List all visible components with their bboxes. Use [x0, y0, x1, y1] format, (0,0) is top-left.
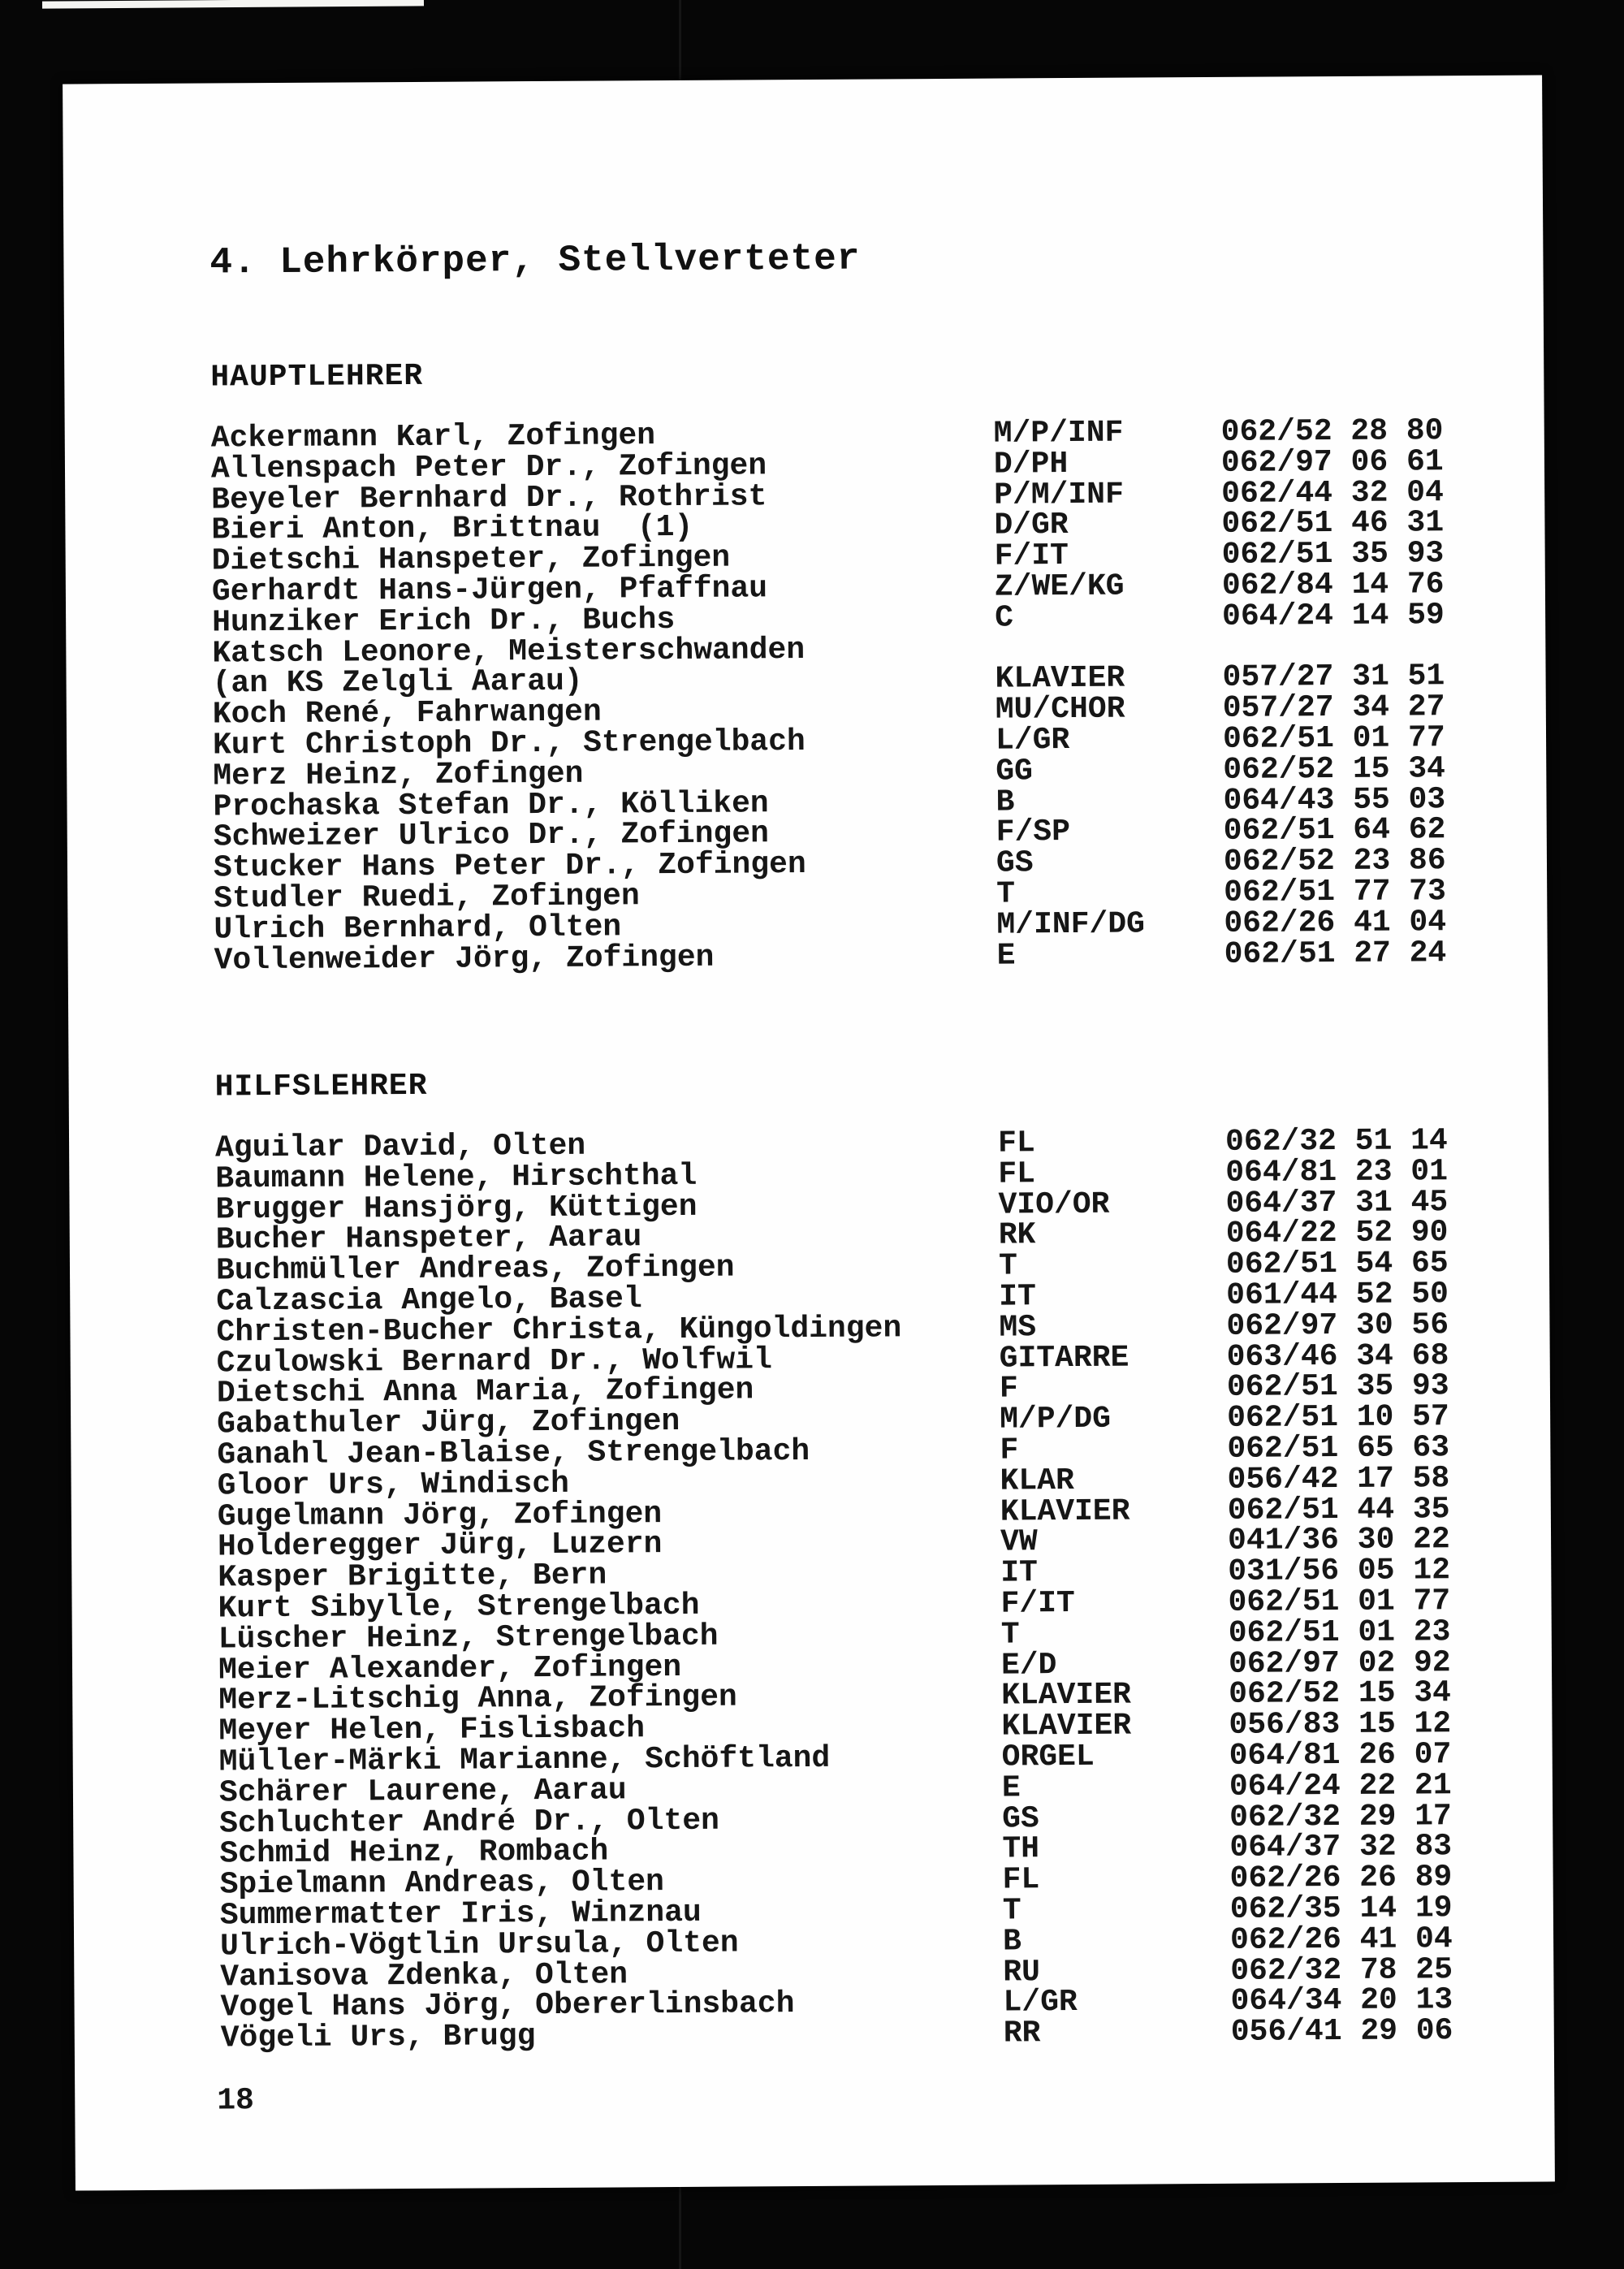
name-cell: Ulrich Bernhard, Olten: [214, 910, 622, 948]
subject-cell: E: [1001, 1770, 1021, 1806]
name-cell: Katsch Leonore, Meisterschwanden: [212, 632, 806, 672]
phone-cell: 061/44 52 50: [1226, 1277, 1449, 1313]
phone-cell: 062/26 41 04: [1224, 904, 1447, 941]
name-cell: Kurt Sibylle, Strengelbach: [218, 1588, 700, 1627]
subject-cell: GS: [996, 845, 1034, 881]
subject-cell: T: [996, 876, 1016, 912]
subject-cell: F/SP: [996, 815, 1071, 850]
phone-cell: 062/51 64 62: [1223, 812, 1446, 849]
phone-cell: 064/81 26 07: [1229, 1737, 1452, 1774]
name-cell: Vanisova Zdenka, Olten: [220, 1956, 628, 1995]
subject-cell: [995, 632, 1222, 664]
name-cell: Holderegger Jürg, Luzern: [217, 1527, 663, 1565]
subject-cell: KLAVIER: [1001, 1708, 1132, 1744]
subject-cell: T: [998, 1248, 1017, 1284]
subject-cell: KLAVIER: [995, 660, 1125, 697]
subject-cell: KLAVIER: [1001, 1677, 1132, 1714]
phone-cell: 062/51 65 63: [1227, 1430, 1450, 1467]
phone-cell: 062/51 35 93: [1226, 1368, 1449, 1406]
hilfslehrer-table: [214, 1123, 1505, 2056]
name-cell: Stucker Hans Peter Dr., Zofingen: [213, 847, 806, 886]
subject-cell: F/IT: [994, 538, 1069, 574]
name-cell: Buchmüller Andreas, Zofingen: [215, 1250, 735, 1289]
subject-cell: FL: [998, 1156, 1036, 1192]
name-cell: Lüscher Heinz, Strengelbach: [218, 1619, 719, 1657]
subject-cell: P/M/INF: [994, 477, 1124, 513]
subject-cell: IT: [999, 1279, 1036, 1315]
phone-cell: 064/43 55 03: [1223, 781, 1446, 819]
subject-cell: E: [996, 937, 1016, 974]
section-heading-hauptlehrer: HAUPTLEHRER: [210, 358, 424, 395]
subject-cell: E/D: [1000, 1647, 1057, 1683]
subject-cell: TH: [1002, 1831, 1040, 1867]
subject-cell: FL: [997, 1126, 1035, 1161]
phone-cell: 062/26 41 04: [1229, 1921, 1453, 1958]
page-title: 4. Lehrkörper, Stellverteter: [209, 237, 861, 284]
subject-cell: GG: [996, 754, 1034, 789]
phone-cell: 062/51 01 23: [1228, 1614, 1451, 1651]
subject-cell: ORGEL: [1001, 1739, 1095, 1775]
subject-cell: IT: [1000, 1555, 1039, 1591]
name-cell: Schärer Laurene, Aarau: [218, 1773, 627, 1811]
subject-cell: RK: [998, 1217, 1036, 1253]
phone-cell: 062/32 51 14: [1224, 1123, 1448, 1160]
phone-cell: 064/34 20 13: [1230, 1982, 1453, 2020]
subject-cell: GITARRE: [999, 1340, 1129, 1377]
subject-cell: D/PH: [993, 446, 1069, 482]
name-cell: Summermatter Iris, Winznau: [219, 1895, 702, 1934]
subject-cell: L/GR: [1003, 1985, 1078, 2020]
name-cell: Schluchter André Dr., Olten: [219, 1803, 720, 1841]
subject-cell: B: [996, 784, 1015, 820]
phone-cell: 064/37 31 45: [1225, 1184, 1449, 1221]
subject-cell: M/INF/DG: [996, 906, 1146, 943]
name-cell: Merz Heinz, Zofingen: [213, 756, 584, 794]
name-cell: Vogel Hans Jörg, Obererlinsbach: [220, 1986, 795, 2025]
phone-cell: 062/52 15 34: [1223, 750, 1446, 788]
phone-cell: 057/27 31 51: [1222, 659, 1445, 696]
name-cell: Schweizer Ulrico Dr., Zofingen: [213, 816, 770, 855]
subject-cell: F: [1000, 1433, 1019, 1468]
subject-cell: RR: [1003, 2016, 1041, 2051]
name-cell: Koch René, Fahrwangen: [212, 694, 602, 733]
name-cell: (an KS Zelgli Aarau): [212, 664, 583, 702]
phone-cell: 057/27 34 27: [1222, 689, 1445, 727]
phone-cell: 062/44 32 04: [1221, 474, 1444, 512]
phone-cell: 064/37 32 83: [1229, 1829, 1453, 1866]
name-cell: Dietschi Hanspeter, Zofingen: [211, 540, 731, 579]
subject-cell: MS: [999, 1310, 1037, 1346]
phone-cell: 062/51 27 24: [1224, 935, 1447, 972]
phone-cell: 041/36 30 22: [1227, 1522, 1450, 1559]
name-cell: Bieri Anton, Brittnau (1): [211, 510, 693, 548]
subject-cell: F/IT: [1000, 1585, 1075, 1622]
name-cell: Prochaska Stefan Dr., Kölliken: [213, 785, 769, 825]
name-cell: Dietschi Anna Maria, Zofingen: [216, 1372, 754, 1411]
subject-cell: RU: [1003, 1954, 1041, 1990]
phone-cell: 062/51 54 65: [1225, 1246, 1449, 1283]
subject-cell: M/P/INF: [993, 415, 1124, 452]
subject-cell: GS: [1002, 1800, 1039, 1837]
subject-cell: T: [1002, 1893, 1021, 1929]
phone-cell: 062/51 10 57: [1227, 1399, 1449, 1437]
name-cell: Vögeli Urs, Brugg: [220, 2019, 536, 2056]
phone-cell: 062/32 29 17: [1229, 1798, 1452, 1835]
name-cell: Schmid Heinz, Rombach: [219, 1834, 609, 1872]
name-cell: Gugelmann Jörg, Zofingen: [217, 1496, 663, 1535]
name-cell: Spielmann Andreas, Olten: [219, 1865, 665, 1903]
phone-cell: 056/83 15 12: [1229, 1706, 1452, 1743]
name-cell: Gerhardt Hans-Jürgen, Pfaffnau: [211, 571, 768, 610]
phone-cell: 056/41 29 06: [1230, 2013, 1453, 2050]
name-cell: Ganahl Jean-Blaise, Strengelbach: [217, 1433, 810, 1473]
subject-cell: B: [1002, 1924, 1022, 1960]
name-cell: Müller-Märki Marianne, Schöftland: [218, 1740, 831, 1780]
phone-cell: 062/52 28 80: [1220, 413, 1444, 450]
phone-cell: 062/51 46 31: [1221, 505, 1445, 542]
phone-cell: 063/46 34 68: [1226, 1338, 1449, 1375]
phone-cell: 062/84 14 76: [1221, 567, 1445, 603]
phone-cell: 062/97 06 61: [1220, 444, 1444, 481]
subject-cell: T: [1000, 1617, 1020, 1653]
phone-cell: 062/97 02 92: [1228, 1644, 1451, 1682]
subject-cell: VIO/OR: [998, 1186, 1110, 1223]
phone-cell: 064/22 52 90: [1225, 1215, 1449, 1252]
phone-cell: 062/97 30 56: [1226, 1307, 1449, 1344]
table-row: [220, 2013, 1505, 2056]
section-heading-hilfslehrer: HILFSLEHRER: [214, 1068, 428, 1105]
subject-cell: MU/CHOR: [995, 691, 1125, 728]
name-cell: Baumann Helene, Hirschthal: [215, 1158, 698, 1197]
document-page: [63, 75, 1555, 2190]
phone-cell: 062/51 77 73: [1224, 874, 1446, 910]
name-cell: Gloor Urs, Windisch: [217, 1466, 570, 1504]
table-row: [214, 935, 1499, 979]
phone-cell: 062/51 01 77: [1228, 1584, 1451, 1620]
subject-cell: KLAVIER: [1000, 1493, 1130, 1530]
phone-cell: 062/52 23 86: [1223, 843, 1446, 880]
subject-cell: C: [994, 600, 1014, 636]
phone-cell: 062/26 26 89: [1229, 1860, 1453, 1896]
subject-cell: FL: [1002, 1862, 1040, 1898]
name-cell: Ackermann Karl, Zofingen: [210, 418, 656, 456]
subject-cell: L/GR: [995, 722, 1070, 758]
name-cell: Hunziker Erich Dr., Buchs: [212, 602, 676, 641]
name-cell: Studler Ruedi, Zofingen: [214, 879, 640, 917]
phone-cell: 056/42 17 58: [1227, 1460, 1450, 1498]
name-cell: Aguilar David, Olten: [214, 1128, 586, 1166]
name-cell: Beyeler Bernhard Dr., Rothrist: [211, 478, 767, 518]
name-cell: Meier Alexander, Zofingen: [218, 1649, 682, 1688]
name-cell: Kasper Brigitte, Bern: [218, 1558, 607, 1596]
name-cell: Ulrich-Vögtlin Ursula, Olten: [219, 1925, 739, 1964]
name-cell: Merz-Litschig Anna, Zofingen: [218, 1679, 737, 1718]
name-cell: Calzascia Angelo, Basel: [216, 1281, 642, 1320]
subject-cell: D/GR: [994, 508, 1069, 543]
name-cell: Meyer Helen, Fislisbach: [218, 1711, 646, 1749]
subject-cell: Z/WE/KG: [994, 568, 1125, 605]
name-cell: Brugger Hansjörg, Küttigen: [215, 1189, 698, 1228]
subject-cell: M/P/DG: [1000, 1401, 1112, 1437]
phone-cell: 062/51 01 77: [1222, 720, 1445, 757]
phone-cell: 062/52 15 34: [1229, 1675, 1452, 1713]
phone-cell: 064/81 23 01: [1225, 1153, 1449, 1191]
name-cell: Gabathuler Jürg, Zofingen: [217, 1404, 680, 1442]
hauptlehrer-table: [210, 413, 1499, 979]
subject-cell: F: [999, 1371, 1018, 1407]
phone-cell: 062/51 44 35: [1227, 1491, 1450, 1528]
phone-cell: [1222, 630, 1497, 663]
name-cell: Vollenweider Jörg, Zofingen: [214, 940, 715, 979]
name-cell: Kurt Christoph Dr., Strengelbach: [212, 724, 806, 763]
phone-cell: 064/24 14 59: [1221, 597, 1445, 634]
name-cell: Allenspach Peter Dr., Zofingen: [210, 448, 767, 487]
phone-cell: 062/35 14 19: [1229, 1891, 1453, 1927]
phone-cell: 062/32 78 25: [1230, 1951, 1453, 1989]
subject-cell: VW: [1000, 1524, 1038, 1560]
subject-cell: KLAR: [1000, 1463, 1074, 1499]
name-cell: Christen-Bucher Christa, Küngoldingen: [216, 1311, 902, 1351]
phone-cell: 064/24 22 21: [1229, 1767, 1452, 1804]
scan-corner-artifact: [42, 0, 424, 9]
phone-cell: 031/56 05 12: [1228, 1553, 1451, 1590]
name-cell: Czulowski Bernard Dr., Wolfwil: [216, 1342, 772, 1381]
phone-cell: 062/51 35 93: [1221, 536, 1445, 573]
name-cell: Bucher Hanspeter, Aarau: [215, 1220, 642, 1258]
page-number: 18: [217, 2083, 255, 2119]
